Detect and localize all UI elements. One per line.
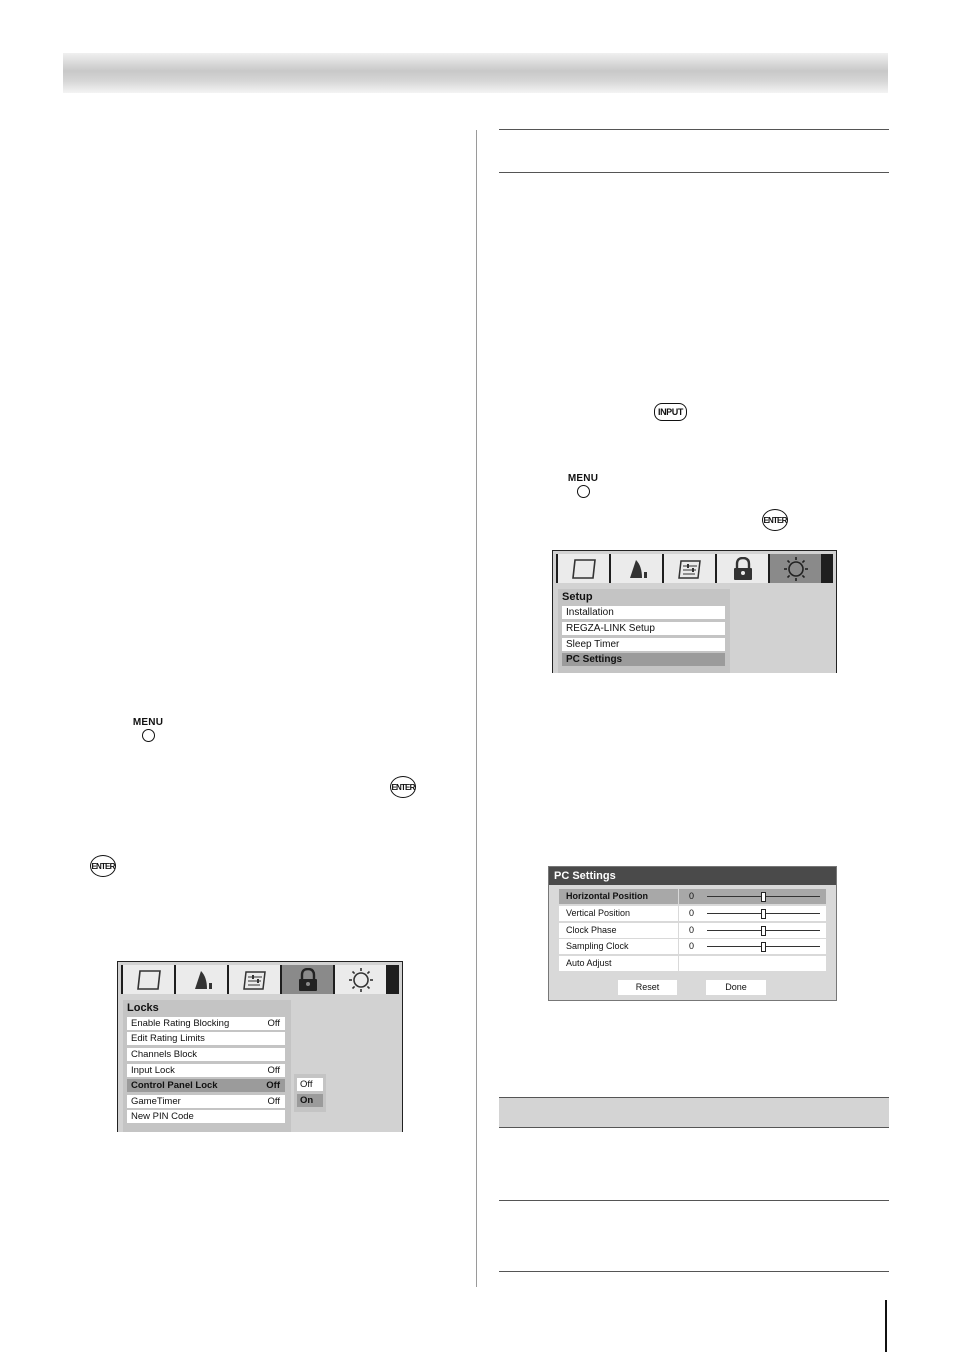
slider-knob[interactable] (761, 892, 766, 902)
menu-icon-bar (556, 554, 833, 583)
pc-row-control (679, 956, 826, 971)
menu-button-icon (131, 718, 165, 742)
picture-icon (123, 965, 174, 994)
menu-label: MENU (132, 717, 164, 728)
menu-item-label: GameTimer (131, 1096, 181, 1107)
pc-row-vertical-position[interactable] (559, 906, 826, 921)
preferences-icon (229, 965, 280, 994)
table-bottom-rule (499, 1271, 889, 1272)
menu-item-channels-block[interactable] (127, 1048, 285, 1061)
reset-button[interactable]: Reset (618, 980, 677, 995)
preferences-icon (664, 554, 715, 583)
slider-knob[interactable] (761, 909, 766, 919)
pc-row-clock-phase[interactable] (559, 923, 826, 938)
menu-item-edit-rating-limits[interactable] (127, 1032, 285, 1045)
setup-menu-screen (552, 550, 837, 673)
pc-settings-title: PC Settings (549, 867, 836, 885)
section-rule-bottom (499, 172, 889, 173)
menu-item-label: Channels Block (131, 1049, 198, 1060)
pc-row-value: 0 (689, 941, 695, 951)
menu-item-gametimer[interactable] (127, 1095, 285, 1108)
menu-label: MENU (567, 473, 599, 484)
menu-item-installation[interactable]: Installation (562, 606, 725, 619)
slider-knob[interactable] (761, 926, 766, 936)
pc-settings-screen (548, 866, 837, 1001)
locks-title: Locks (127, 1002, 159, 1014)
lock-icon (282, 965, 333, 994)
sound-icon (176, 965, 227, 994)
table-header-row (499, 1097, 889, 1128)
menu-item-value: Off (266, 1080, 280, 1091)
column-divider (476, 130, 477, 1287)
setup-gear-icon (335, 965, 386, 994)
menu-circle-icon (577, 485, 590, 498)
slider-knob[interactable] (761, 942, 766, 952)
menu-item-sleep-timer[interactable]: Sleep Timer (562, 638, 725, 651)
pc-row-label: Vertical Position (559, 906, 678, 921)
pc-row-control (679, 939, 826, 954)
menu-item-label: Edit Rating Limits (131, 1033, 205, 1044)
pc-row-label: Auto Adjust (559, 956, 678, 971)
pc-row-control (679, 923, 826, 938)
setup-gear-icon (770, 554, 821, 583)
menu-item-control-panel-lock[interactable] (127, 1079, 285, 1092)
pc-row-horizontal-position[interactable] (559, 889, 826, 904)
pc-row-label: Horizontal Position (559, 889, 678, 904)
menu-item-value: Off (267, 1065, 280, 1076)
input-button-icon: INPUT (654, 403, 687, 421)
enter-button-icon: ENTER (90, 855, 116, 877)
picture-icon (558, 554, 609, 583)
menu-item-enable-rating-blocking[interactable] (127, 1017, 285, 1030)
section-rule-top (499, 129, 889, 130)
menu-item-label: Enable Rating Blocking (131, 1018, 230, 1029)
header-band (63, 53, 888, 93)
pc-row-value: 0 (689, 925, 695, 935)
pc-row-sampling-clock[interactable] (559, 939, 826, 954)
pc-row-auto-adjust[interactable] (559, 956, 826, 971)
page-edge-rule (885, 1300, 887, 1352)
pc-row-control (679, 889, 826, 904)
menu-item-value: Off (267, 1096, 280, 1107)
menu-item-value: Off (267, 1018, 280, 1029)
popup-option-on[interactable]: On (297, 1094, 323, 1107)
pc-row-value: 0 (689, 891, 695, 901)
sound-icon (611, 554, 662, 583)
enter-button-icon: ENTER (762, 509, 788, 531)
setup-title: Setup (562, 591, 593, 603)
menu-item-input-lock[interactable] (127, 1064, 285, 1077)
table-row-divider (499, 1200, 889, 1201)
menu-button-icon (566, 474, 600, 498)
popup-option-off[interactable]: Off (297, 1078, 323, 1091)
enter-button-icon: ENTER (390, 776, 416, 798)
menu-item-new-pin-code[interactable] (127, 1110, 285, 1123)
menu-item-pc-settings[interactable]: PC Settings (562, 653, 725, 666)
pc-row-label: Sampling Clock (559, 939, 678, 954)
pc-row-value: 0 (689, 908, 695, 918)
menu-item-regza-link-setup[interactable]: REGZA-LINK Setup (562, 622, 725, 635)
lock-icon (717, 554, 768, 583)
pc-row-label: Clock Phase (559, 923, 678, 938)
menu-item-label: New PIN Code (131, 1111, 194, 1122)
menu-item-label: Input Lock (131, 1065, 175, 1076)
menu-icon-bar (121, 965, 399, 994)
pc-row-control (679, 906, 826, 921)
locks-menu-screen (117, 961, 403, 1132)
menu-item-label: Control Panel Lock (131, 1080, 218, 1091)
done-button[interactable]: Done (706, 980, 766, 995)
menu-circle-icon (142, 729, 155, 742)
